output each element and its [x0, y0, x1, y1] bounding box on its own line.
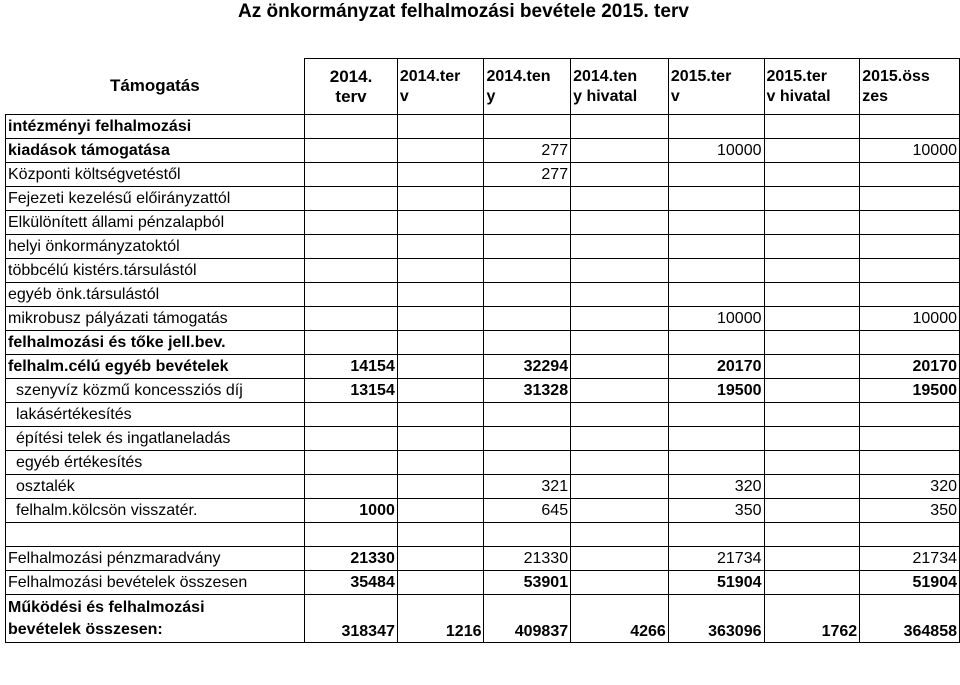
row-label: építési telek és ingatlaneladás [6, 427, 305, 451]
row-label: intézményi felhalmozási [6, 115, 305, 139]
cell-value [764, 523, 860, 547]
row-label: helyi önkormányzatoktól [6, 235, 305, 259]
cell-value [571, 403, 669, 427]
row-label: osztalék [6, 475, 305, 499]
total-value: 409837 [484, 595, 571, 643]
row-label: Központi költségvetéstől [6, 163, 305, 187]
cell-value [305, 235, 398, 259]
page-title: Az önkormányzat felhalmozási bevétele 2015. terv [238, 1, 689, 22]
cell-value [484, 211, 571, 235]
header-label: Támogatás [6, 59, 305, 115]
cell-value [764, 451, 860, 475]
cell-value: 10000 [668, 307, 764, 331]
cell-value [397, 355, 484, 379]
header-col-2014-teny-hivatal: 2014.ten y hivatal [571, 59, 669, 115]
row-label: egyéb értékesítés [6, 451, 305, 475]
cell-value [571, 523, 669, 547]
row-label: Felhalmozási bevételek összesen [6, 571, 305, 595]
cell-value [571, 211, 669, 235]
cell-value [397, 427, 484, 451]
cell-value: 10000 [668, 139, 764, 163]
cell-value [571, 475, 669, 499]
table-row [6, 211, 960, 235]
cell-value [764, 139, 860, 163]
total-value: 318347 [305, 595, 398, 643]
cell-value: 51904 [860, 571, 960, 595]
cell-value [484, 235, 571, 259]
cell-value [571, 499, 669, 523]
cell-value: 320 [860, 475, 960, 499]
cell-value [484, 283, 571, 307]
cell-value: 321 [484, 475, 571, 499]
cell-value [571, 259, 669, 283]
total-value: 1762 [764, 595, 860, 643]
row-label: többcélú kistérs.társulástól [6, 259, 305, 283]
row-label: kiadások támogatása [6, 139, 305, 163]
cell-value [484, 331, 571, 355]
cell-value: 21330 [305, 547, 398, 571]
cell-value [397, 259, 484, 283]
cell-value [764, 427, 860, 451]
cell-value [571, 355, 669, 379]
cell-value [764, 211, 860, 235]
cell-value [668, 187, 764, 211]
table-row [6, 403, 960, 427]
cell-value [305, 115, 398, 139]
cell-value [397, 547, 484, 571]
cell-value [668, 259, 764, 283]
cell-value [484, 115, 571, 139]
cell-value [397, 379, 484, 403]
cell-value [571, 379, 669, 403]
cell-value [397, 139, 484, 163]
header-col-2014-teny: 2014.ten y [484, 59, 571, 115]
cell-value [571, 283, 669, 307]
cell-value [860, 259, 960, 283]
cell-value: 10000 [860, 139, 960, 163]
header-col-2014-terv-2: 2014.ter v [397, 59, 484, 115]
cell-value [668, 163, 764, 187]
cell-value [305, 451, 398, 475]
cell-value [305, 331, 398, 355]
row-label [6, 523, 305, 547]
row-label: felhalm.kölcsön visszatér. [6, 499, 305, 523]
cell-value [484, 259, 571, 283]
cell-value [668, 523, 764, 547]
cell-value: 19500 [668, 379, 764, 403]
total-value: 363096 [668, 595, 764, 643]
cell-value [860, 403, 960, 427]
cell-value [764, 259, 860, 283]
cell-value [860, 187, 960, 211]
cell-value [860, 283, 960, 307]
cell-value [764, 499, 860, 523]
cell-value: 21734 [860, 547, 960, 571]
cell-value [571, 235, 669, 259]
cell-value [397, 331, 484, 355]
cell-value: 320 [668, 475, 764, 499]
cell-value [484, 523, 571, 547]
row-label: egyéb önk.társulástól [6, 283, 305, 307]
cell-value [571, 187, 669, 211]
cell-value [764, 475, 860, 499]
cell-value [571, 331, 669, 355]
cell-value [397, 571, 484, 595]
cell-value [668, 331, 764, 355]
table-row [6, 523, 960, 547]
cell-value [305, 187, 398, 211]
row-label: Fejezeti kezelésű előirányzattól [6, 187, 305, 211]
cell-value [305, 259, 398, 283]
table-row [6, 379, 960, 403]
cell-value [305, 403, 398, 427]
row-label: mikrobusz pályázati támogatás [6, 307, 305, 331]
cell-value [484, 427, 571, 451]
cell-value [305, 427, 398, 451]
table-row [6, 283, 960, 307]
cell-value: 350 [860, 499, 960, 523]
cell-value: 14154 [305, 355, 398, 379]
cell-value [668, 451, 764, 475]
cell-value [860, 331, 960, 355]
cell-value [397, 475, 484, 499]
cell-value [484, 307, 571, 331]
cell-value [571, 163, 669, 187]
cell-value [571, 547, 669, 571]
cell-value [397, 523, 484, 547]
header-col-2015-terv: 2015.ter v [668, 59, 764, 115]
total-row [6, 595, 960, 643]
cell-value: 51904 [668, 571, 764, 595]
cell-value [397, 283, 484, 307]
cell-value: 20170 [860, 355, 960, 379]
cell-value [668, 283, 764, 307]
revenue-table [5, 58, 960, 643]
cell-value [397, 211, 484, 235]
cell-value [764, 379, 860, 403]
table-row [6, 427, 960, 451]
cell-value [764, 187, 860, 211]
header-col-2014-terv: 2014. terv [305, 59, 398, 115]
total-value: 1216 [397, 595, 484, 643]
cell-value: 277 [484, 139, 571, 163]
table-row [6, 331, 960, 355]
table-row [6, 259, 960, 283]
cell-value [764, 115, 860, 139]
cell-value [764, 163, 860, 187]
cell-value [860, 523, 960, 547]
cell-value [305, 283, 398, 307]
table-row [6, 571, 960, 595]
table-row [6, 307, 960, 331]
cell-value [764, 355, 860, 379]
cell-value [397, 499, 484, 523]
cell-value: 32294 [484, 355, 571, 379]
table-row [6, 451, 960, 475]
cell-value [860, 211, 960, 235]
row-label: Elkülönített állami pénzalapból [6, 211, 305, 235]
cell-value [397, 235, 484, 259]
table-row [6, 475, 960, 499]
row-label: felhalmozási és tőke jell.bev. [6, 331, 305, 355]
table-row [6, 355, 960, 379]
total-value: 4266 [571, 595, 669, 643]
cell-value: 10000 [860, 307, 960, 331]
cell-value: 350 [668, 499, 764, 523]
cell-value [764, 571, 860, 595]
table-row [6, 499, 960, 523]
cell-value [305, 163, 398, 187]
cell-value [397, 307, 484, 331]
cell-value [764, 331, 860, 355]
cell-value [860, 451, 960, 475]
cell-value [668, 211, 764, 235]
cell-value [571, 427, 669, 451]
cell-value [764, 547, 860, 571]
cell-value [484, 403, 571, 427]
row-label: felhalm.célú egyéb bevételek [6, 355, 305, 379]
cell-value [668, 235, 764, 259]
cell-value [668, 427, 764, 451]
cell-value: 1000 [305, 499, 398, 523]
cell-value [305, 307, 398, 331]
cell-value [571, 115, 669, 139]
cell-value [668, 115, 764, 139]
cell-value [397, 451, 484, 475]
cell-value: 21330 [484, 547, 571, 571]
header-row [6, 59, 960, 115]
cell-value [571, 451, 669, 475]
cell-value [484, 451, 571, 475]
total-label: Működési és felhalmozási bevételek összesen: [6, 595, 305, 643]
cell-value [305, 139, 398, 163]
cell-value [764, 235, 860, 259]
header-col-2015-terv-hivatal: 2015.ter v hivatal [764, 59, 860, 115]
cell-value: 277 [484, 163, 571, 187]
cell-value: 31328 [484, 379, 571, 403]
cell-value [397, 403, 484, 427]
cell-value [764, 283, 860, 307]
cell-value [571, 571, 669, 595]
header-col-2015-osszes: 2015.öss zes [860, 59, 960, 115]
cell-value: 53901 [484, 571, 571, 595]
cell-value [397, 187, 484, 211]
total-value: 364858 [860, 595, 960, 643]
cell-value [860, 235, 960, 259]
cell-value [305, 475, 398, 499]
cell-value: 645 [484, 499, 571, 523]
cell-value [397, 163, 484, 187]
cell-value [571, 307, 669, 331]
cell-value [860, 427, 960, 451]
cell-value: 19500 [860, 379, 960, 403]
cell-value [764, 403, 860, 427]
cell-value [484, 187, 571, 211]
cell-value [860, 115, 960, 139]
cell-value: 35484 [305, 571, 398, 595]
table-row [6, 163, 960, 187]
cell-value [571, 139, 669, 163]
table-row [6, 235, 960, 259]
table-row [6, 115, 960, 139]
cell-value [860, 163, 960, 187]
cell-value [397, 115, 484, 139]
table-row [6, 547, 960, 571]
row-label: Felhalmozási pénzmaradvány [6, 547, 305, 571]
cell-value: 21734 [668, 547, 764, 571]
cell-value [668, 403, 764, 427]
row-label: lakásértékesítés [6, 403, 305, 427]
table-row [6, 139, 960, 163]
cell-value [305, 523, 398, 547]
cell-value [305, 211, 398, 235]
cell-value: 13154 [305, 379, 398, 403]
row-label: szenyvíz közmű koncessziós díj [6, 379, 305, 403]
cell-value: 20170 [668, 355, 764, 379]
table-row [6, 187, 960, 211]
cell-value [764, 307, 860, 331]
